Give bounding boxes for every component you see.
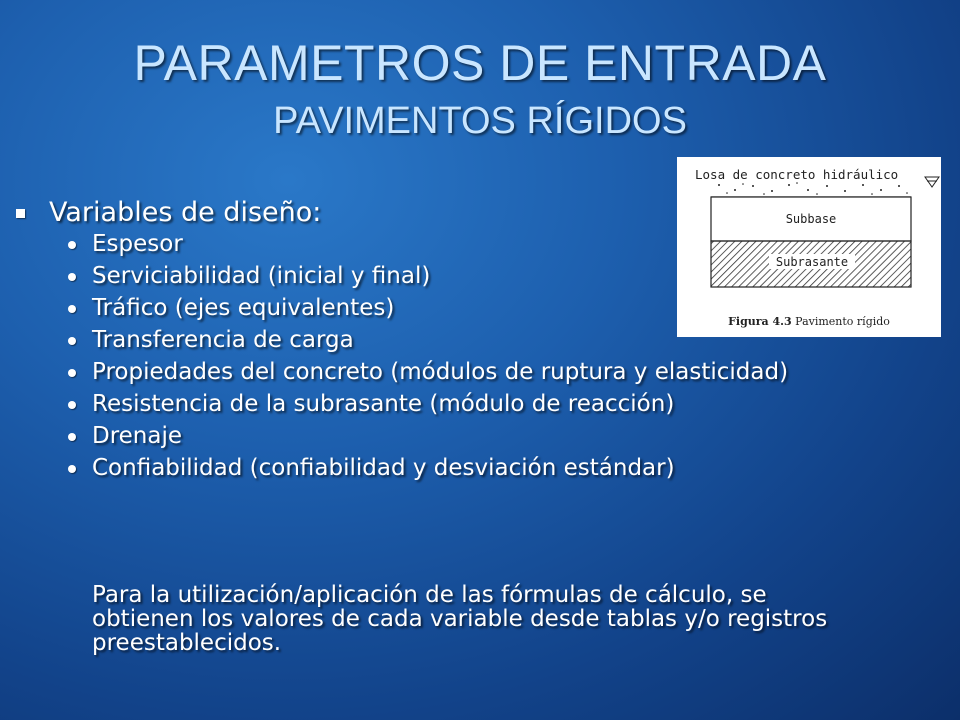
list-item-text: Propiedades del concreto (módulos de ruptura y elasticidad)	[92, 359, 789, 385]
layer-top-label: Losa de concreto hidráulico	[695, 167, 899, 182]
bullet-dot-icon	[68, 401, 76, 409]
section-heading-label: Variables de diseño:	[49, 197, 322, 228]
list-item-text: Resistencia de la subrasante (módulo de reacción)	[92, 391, 675, 417]
slide-subtitle: PAVIMENTOS RÍGIDOS	[273, 100, 687, 142]
figure-caption-text: Pavimento rígido	[795, 315, 890, 328]
list-item-text: Transferencia de carga	[92, 327, 354, 353]
pavement-diagram	[677, 157, 941, 337]
layer-bottom-label: Subrasante	[775, 255, 849, 269]
square-bullet-icon	[16, 209, 25, 218]
figure-caption-number: Figura 4.3	[728, 315, 792, 328]
slide-title: PARAMETROS DE ENTRADA	[133, 35, 827, 91]
list-item-text: Tráfico (ejes equivalentes)	[92, 295, 395, 321]
pavement-figure	[677, 157, 941, 337]
bullet-dot-icon	[68, 369, 76, 377]
list-item	[62, 456, 802, 480]
list-item	[62, 360, 802, 384]
list-item-text: Drenaje	[92, 423, 183, 449]
list-item-text: Espesor	[92, 231, 183, 257]
bullet-dot-icon	[68, 273, 76, 281]
list-item	[62, 392, 802, 416]
list-item	[62, 424, 802, 448]
figure-caption	[728, 315, 890, 328]
bullet-dot-icon	[68, 305, 76, 313]
list-item-text: Serviciabilidad (inicial y final)	[92, 263, 431, 289]
note-paragraph: Para la utilización/aplicación de las fórmulas de cálculo, se obtienen los valores de cada variable desde tablas y/o registros preestablecidos.	[92, 582, 828, 656]
concrete-aggregate-dots	[718, 182, 908, 195]
water-level-icon	[925, 177, 939, 187]
list-item-text: Confiabilidad (confiabilidad y desviación estándar)	[92, 455, 675, 481]
bullet-dot-icon	[68, 433, 76, 441]
bullet-dot-icon	[68, 465, 76, 473]
bullet-dot-icon	[68, 337, 76, 345]
bullet-dot-icon	[68, 241, 76, 249]
layer-middle-label: Subbase	[785, 212, 837, 226]
